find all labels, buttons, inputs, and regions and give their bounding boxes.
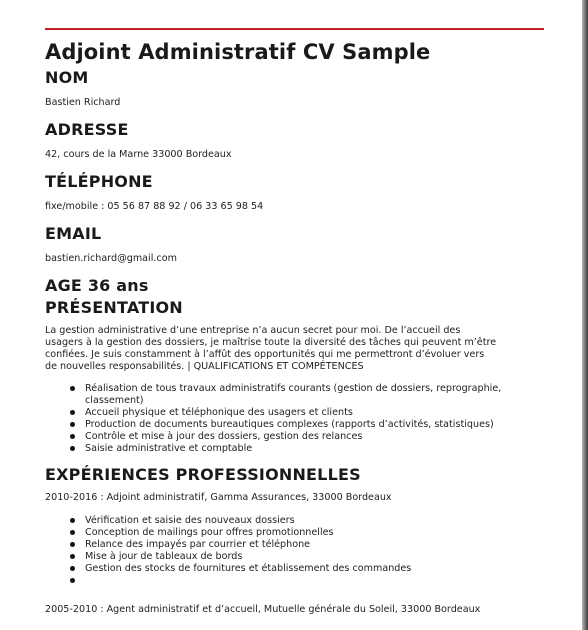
adresse-value: 42, cours de la Marne 33000 Bordeaux [45,149,232,160]
list-item: Accueil physique et téléphonique des usagers et clients [85,407,545,419]
bullet-icon [70,518,75,523]
list-item: Contrôle et mise à jour des dossiers, gestion des relances [85,431,545,443]
presentation-line: confiées. Je suis constamment à l’affût des opportunités qui me permettront d’évoluer vers [45,349,485,360]
bullet-icon [70,410,75,415]
heading-presentation: PRÉSENTATION [45,298,183,317]
cv-title: Adjoint Administratif CV Sample [45,40,431,64]
heading-email: EMAIL [45,224,102,243]
presentation-line: usagers à la gestion des dossiers, je maîtrise toute la diversité des tâches qui peuvent m’être [45,337,497,348]
heading-experiences: EXPÉRIENCES PROFESSIONNELLES [45,465,361,484]
cv-content [45,38,545,616]
heading-nom: NOM [45,68,89,87]
bullet-icon [70,386,75,391]
list-item: Relance des impayés par courrier et téléphone [85,539,545,551]
bullet-icon [70,542,75,547]
job-tasks-list [45,515,545,587]
email-value: bastien.richard@gmail.com [45,253,177,264]
list-item: Production de documents bureautiques complexes (rapports d’activités, statistiques) [85,419,545,431]
job-title: 2010-2016 : Adjoint administratif, Gamma Assurances, 33000 Bordeaux [45,492,392,503]
presentation-line: La gestion administrative d’une entreprise n’a aucun secret pour moi. De l’accueil des [45,325,461,336]
bullet-icon [70,554,75,559]
bullet-icon [70,578,75,583]
list-item-continuation: classement) [85,395,144,406]
nom-value: Bastien Richard [45,97,121,108]
bullet-icon [70,434,75,439]
bullet-icon [70,566,75,571]
presentation-line: de nouvelles responsabilités. | QUALIFICATIONS ET COMPÉTENCES [45,361,364,372]
bullet-icon [70,446,75,451]
heading-age: AGE 36 ans [45,276,149,295]
top-accent-rule [45,28,544,30]
skills-list [45,383,545,455]
list-item: Vérification et saisie des nouveaux dossiers [85,515,545,527]
presentation-text [45,325,545,373]
list-item: Mise à jour de tableaux de bords [85,551,545,563]
heading-adresse: ADRESSE [45,120,129,139]
list-item [85,575,545,587]
list-item: Gestion des stocks de fournitures et établissement des commandes [85,563,545,575]
list-item: Saisie administrative et comptable [85,443,545,455]
bullet-icon [70,422,75,427]
list-item: Conception de mailings pour offres promotionnelles [85,527,545,539]
telephone-value: fixe/mobile : 05 56 87 88 92 / 06 33 65 98 54 [45,201,264,212]
list-item: Réalisation de tous travaux administratifs courants (gestion de dossiers, reprographie, [85,383,545,395]
bullet-icon [70,530,75,535]
job-title: 2005-2010 : Agent administratif et d’accueil, Mutuelle générale du Soleil, 33000 Bordeaux [45,604,481,615]
heading-telephone: TÉLÉPHONE [45,172,153,191]
page-edge-shadow [582,0,588,630]
